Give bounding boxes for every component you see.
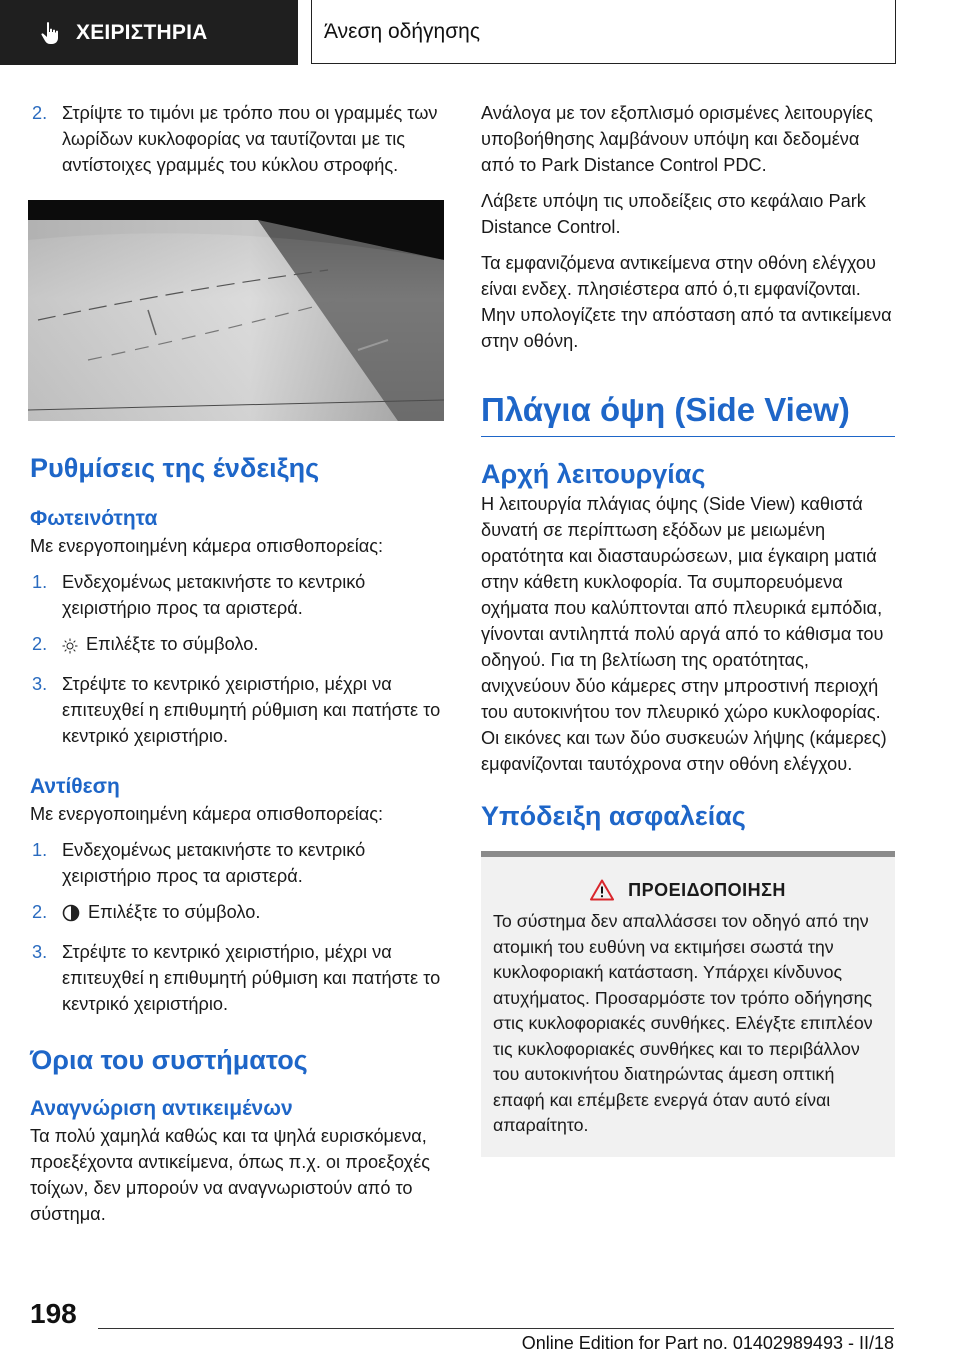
warning-triangle-icon <box>590 879 614 901</box>
heading-system-limits: Όρια του συστήματος <box>30 1045 308 1075</box>
section-title: ΧΕΙΡΙΣΤΗΡΙΑ <box>76 20 208 44</box>
heading-display-settings: Ρυθμίσεις της ένδειξης <box>30 453 320 483</box>
header-section-tab <box>0 0 298 65</box>
list-number: 2. <box>32 902 48 922</box>
footer-edition: Online Edition for Part no. 01402989493 - II/18 <box>521 1333 894 1353</box>
chapter-title: Άνεση οδήγησης <box>324 19 480 43</box>
list-text: Στρίψτε το τιμόνι με τρόπο που οι γραμμές των λωρίδων κυκλοφορίας να ταυτίζονται με τις αντίστοιχες γραμμές του κύκλου στροφής. <box>62 103 438 175</box>
list-item <box>30 631 448 661</box>
list-number: 1. <box>32 572 48 592</box>
rear-camera-display-photo <box>28 200 444 421</box>
hand-pointer-icon <box>40 21 62 45</box>
list-text: Επιλέξτε το σύμβολο. <box>86 634 259 654</box>
list-item <box>30 100 448 178</box>
list-text: Στρέψτε το κεντρικό χειριστήριο, μέχρι να επιτευχθεί η επιθυμητή ρύθμιση και πατήστε το κεντρικό χειριστήριο. <box>62 674 441 746</box>
list-number: 3. <box>32 674 48 694</box>
heading-side-view-wrapper <box>481 390 895 437</box>
list-text: Ενδεχομένως μετακινήστε το κεντρικό χειριστήριο προς τα αριστερά. <box>62 840 366 886</box>
list-text: Επιλέξτε το σύμβολο. <box>88 902 261 922</box>
principle-text: Η λειτουργία πλάγιας όψης (Side View) καθιστά δυνατή σε περίπτωση εξόδων με μειωμένη ορατότητα και διασταυρώσεων, μια έγκαιρη ματιά στην κάθετη κυκλοφορία. Τα συμπορευόμενα οχήματα που καλύπτονται από πλευρικά εμπόδια, γίνονται αντιληπτά πολύ αργά από το κάθισμα του οδηγού. Για τη βελτίωση της ορατότητας, ανιχνεύουν δύο κάμερες στην μπροστινή περιοχή του αυτοκινήτου τον πλευρικό χώρο κυκλοφορίας. Οι εικόνες και των δύο συσκευών λήψης (κάμερες) εμφανίζονται ταυτόχρονα στην οθόνη ελέγχου. <box>481 494 887 774</box>
contrast-intro: Με ενεργοποιημένη κάμερα οπισθοπορείας: <box>30 804 384 824</box>
footer-divider <box>98 1328 894 1329</box>
warning-title: ΠΡΟΕΙΔΟΠΟΙΗΣΗ <box>628 879 786 900</box>
list-number: 1. <box>32 840 48 860</box>
list-text: Στρέψτε το κεντρικό χειριστήριο, μέχρι να επιτευχθεί η επιθυμητή ρύθμιση και πατήστε το κεντρικό χειριστήριο. <box>62 942 441 1014</box>
paragraph: Τα εμφανιζόμενα αντικείμενα στην οθόνη ελέγχου είναι ενδεχ. πλησιέστερα από ό,τι εμφανίζονται. Μην υπολογίζετε την απόσταση από τα αντικείμενα στην οθόνη. <box>481 253 892 351</box>
chapter-title-box <box>311 0 896 64</box>
list-item <box>30 569 448 621</box>
list-number: 2. <box>32 634 48 654</box>
heading-safety-note: Υπόδειξη ασφαλείας <box>481 801 746 831</box>
heading-contrast: Αντίθεση <box>30 775 120 798</box>
list-number: 2. <box>32 103 48 123</box>
warning-text: Το σύστημα δεν απαλλάσσει τον οδηγό από την ατομική του ευθύνη να εκτιμήσει σωστά την κυκλοφοριακή κατάσταση. Υπάρχει κίνδυνος ατυχήματος. Προσαρμόστε τον τρόπο οδήγησης στις κυκλοφοριακές συνθήκες. Ελέγξτε επιπλέον τις κυκλοφοριακές συνθήκες και το περιβάλλον του αυτοκινήτου διατηρώντας άμεση οπτική επαφή και επέμβετε ενεργά όταν αυτό είναι απαραίτητο. <box>493 911 873 1135</box>
paragraph: Ανάλογα με τον εξοπλισμό ορισμένες λειτουργίες υποβοήθησης λαμβάνουν υπόψη και δεδομένα από το Park Distance Control PDC. <box>481 103 873 175</box>
list-item <box>30 899 448 929</box>
list-item <box>30 837 448 889</box>
list-text: Ενδεχομένως μετακινήστε το κεντρικό χειριστήριο προς τα αριστερά. <box>62 572 366 618</box>
warning-box <box>481 851 895 1157</box>
heading-side-view: Πλάγια όψη (Side View) <box>481 391 850 428</box>
left-column <box>30 100 448 1227</box>
brightness-sun-icon <box>62 635 78 661</box>
heading-object-detection: Αναγνώριση αντικειμένων <box>30 1097 293 1120</box>
list-item <box>30 671 448 749</box>
list-item <box>30 939 448 1017</box>
object-detection-text: Τα πολύ χαμηλά καθώς και τα ψηλά ευρισκόμενα, προεξέχοντα αντικείμενα, όπως π.χ. οι προεξοχές τοίχων, δεν μπορούν να αναγνωριστούν από το σύστημα. <box>30 1126 430 1224</box>
list-number: 3. <box>32 942 48 962</box>
heading-brightness: Φωτεινότητα <box>30 507 158 530</box>
page-number: 198 <box>30 1298 77 1329</box>
contrast-icon <box>62 903 80 929</box>
right-column <box>481 100 895 1157</box>
heading-function-principle: Αρχή λειτουργίας <box>481 459 706 489</box>
paragraph: Λάβετε υπόψη τις υποδείξεις στο κεφάλαιο Park Distance Control. <box>481 191 866 237</box>
brightness-intro: Με ενεργοποιημένη κάμερα οπισθοπορείας: <box>30 536 384 556</box>
